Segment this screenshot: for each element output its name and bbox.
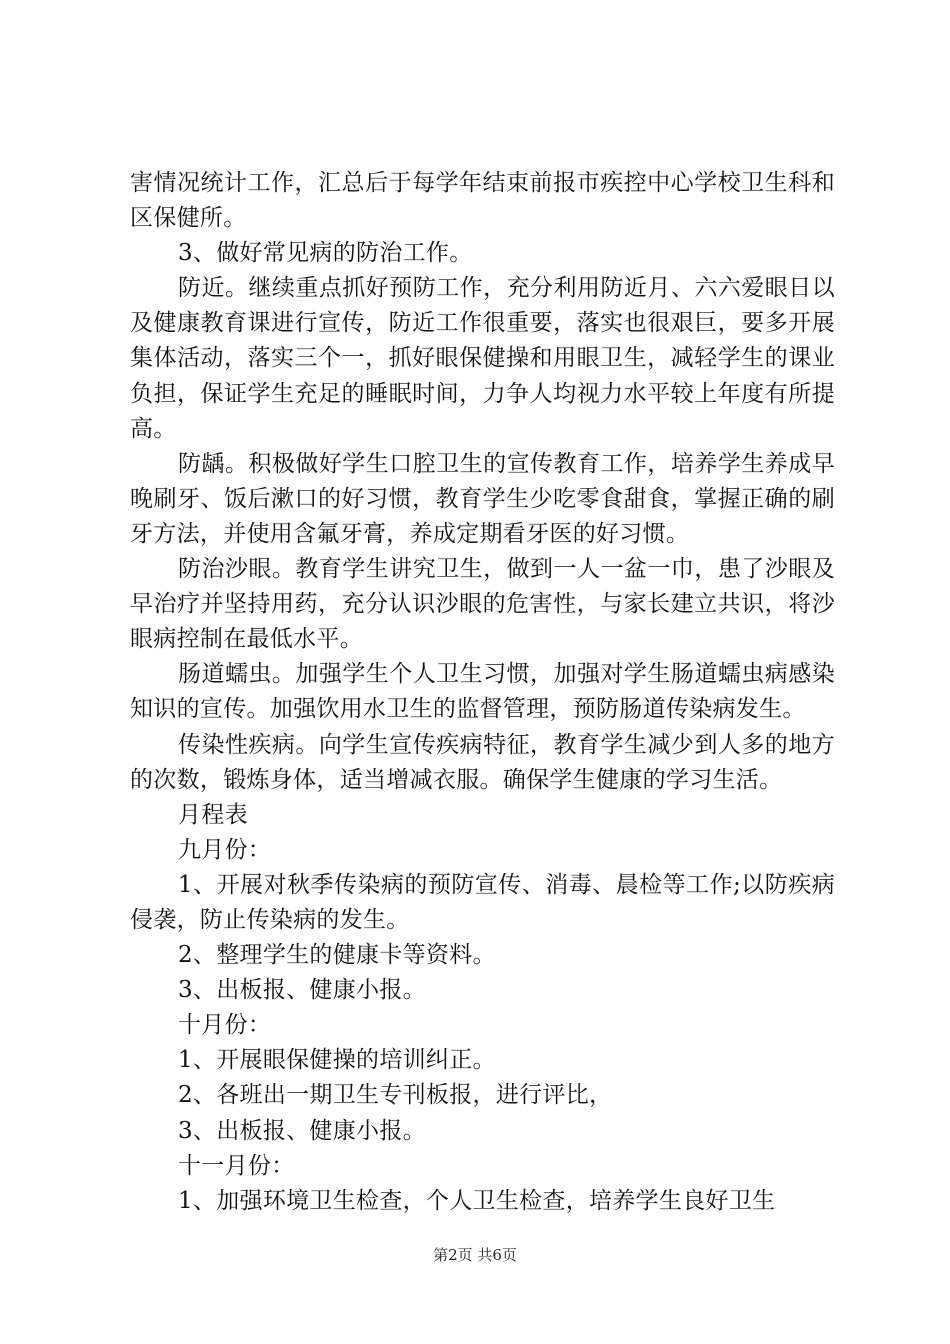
body-paragraph: 1、开展眼保健操的培训纠正。 bbox=[178, 1047, 496, 1074]
body-paragraph: 1、开展对秋季传染病的预防宣传、消毒、晨检等工作;以防疾病侵袭，防止传染病的发生。 bbox=[130, 871, 835, 933]
body-paragraph: 3、出板报、健康小报。 bbox=[178, 977, 426, 1004]
page-number-footer: 第2页 共6页 bbox=[433, 1246, 517, 1264]
document-body bbox=[130, 166, 835, 1219]
body-paragraph: 1、加强环境卫生检查，个人卫生检查，培养学生良好卫生 bbox=[178, 1187, 776, 1214]
body-paragraph: 害情况统计工作，汇总后于每学年结束前报市疾控中心学校卫生科和区保健所。 bbox=[130, 170, 835, 232]
body-paragraph: 九月份： bbox=[178, 836, 272, 863]
body-paragraph: 3、做好常见病的防治工作。 bbox=[178, 240, 473, 267]
body-paragraph: 2、整理学生的健康卡等资料。 bbox=[178, 942, 496, 969]
body-paragraph: 十月份： bbox=[178, 1012, 272, 1039]
body-paragraph: 肠道蠕虫。加强学生个人卫生习惯，加强对学生肠道蠕虫病感染知识的宣传。加强饮用水卫生的监督管理，预防肠道传染病发生。 bbox=[130, 661, 835, 723]
body-paragraph: 传染性疾病。向学生宣传疾病特征，教育学生减少到人多的地方的次数，锻炼身体，适当增减衣服。确保学生健康的学习生活。 bbox=[130, 731, 835, 793]
body-paragraph: 十一月份： bbox=[178, 1152, 295, 1179]
body-paragraph: 2、各班出一期卫生专刊板报，进行评比， bbox=[178, 1082, 613, 1109]
body-paragraph: 月程表 bbox=[178, 801, 248, 828]
body-paragraph: 防近。继续重点抓好预防工作，充分利用防近月、六六爱眼日以及健康教育课进行宣传，防近工作很重要，落实也很艰巨，要多开展集体活动，落实三个一，抓好眼保健操和用眼卫生，减轻学生的课业负担，保证学生充足的睡眠时间，力争人均视力水平较上年度有所提高。 bbox=[130, 275, 835, 442]
body-paragraph: 防治沙眼。教育学生讲究卫生，做到一人一盆一巾，患了沙眼及早治疗并坚持用药，充分认识沙眼的危害性，与家长建立共识，将沙眼病控制在最低水平。 bbox=[130, 556, 835, 653]
body-paragraph: 防龋。积极做好学生口腔卫生的宣传教育工作，培养学生养成早晚刷牙、饭后漱口的好习惯，教育学生少吃零食甜食，掌握正确的刷牙方法，并使用含氟牙膏，养成定期看牙医的好习惯。 bbox=[130, 450, 835, 547]
body-paragraph: 3、出板报、健康小报。 bbox=[178, 1117, 426, 1144]
